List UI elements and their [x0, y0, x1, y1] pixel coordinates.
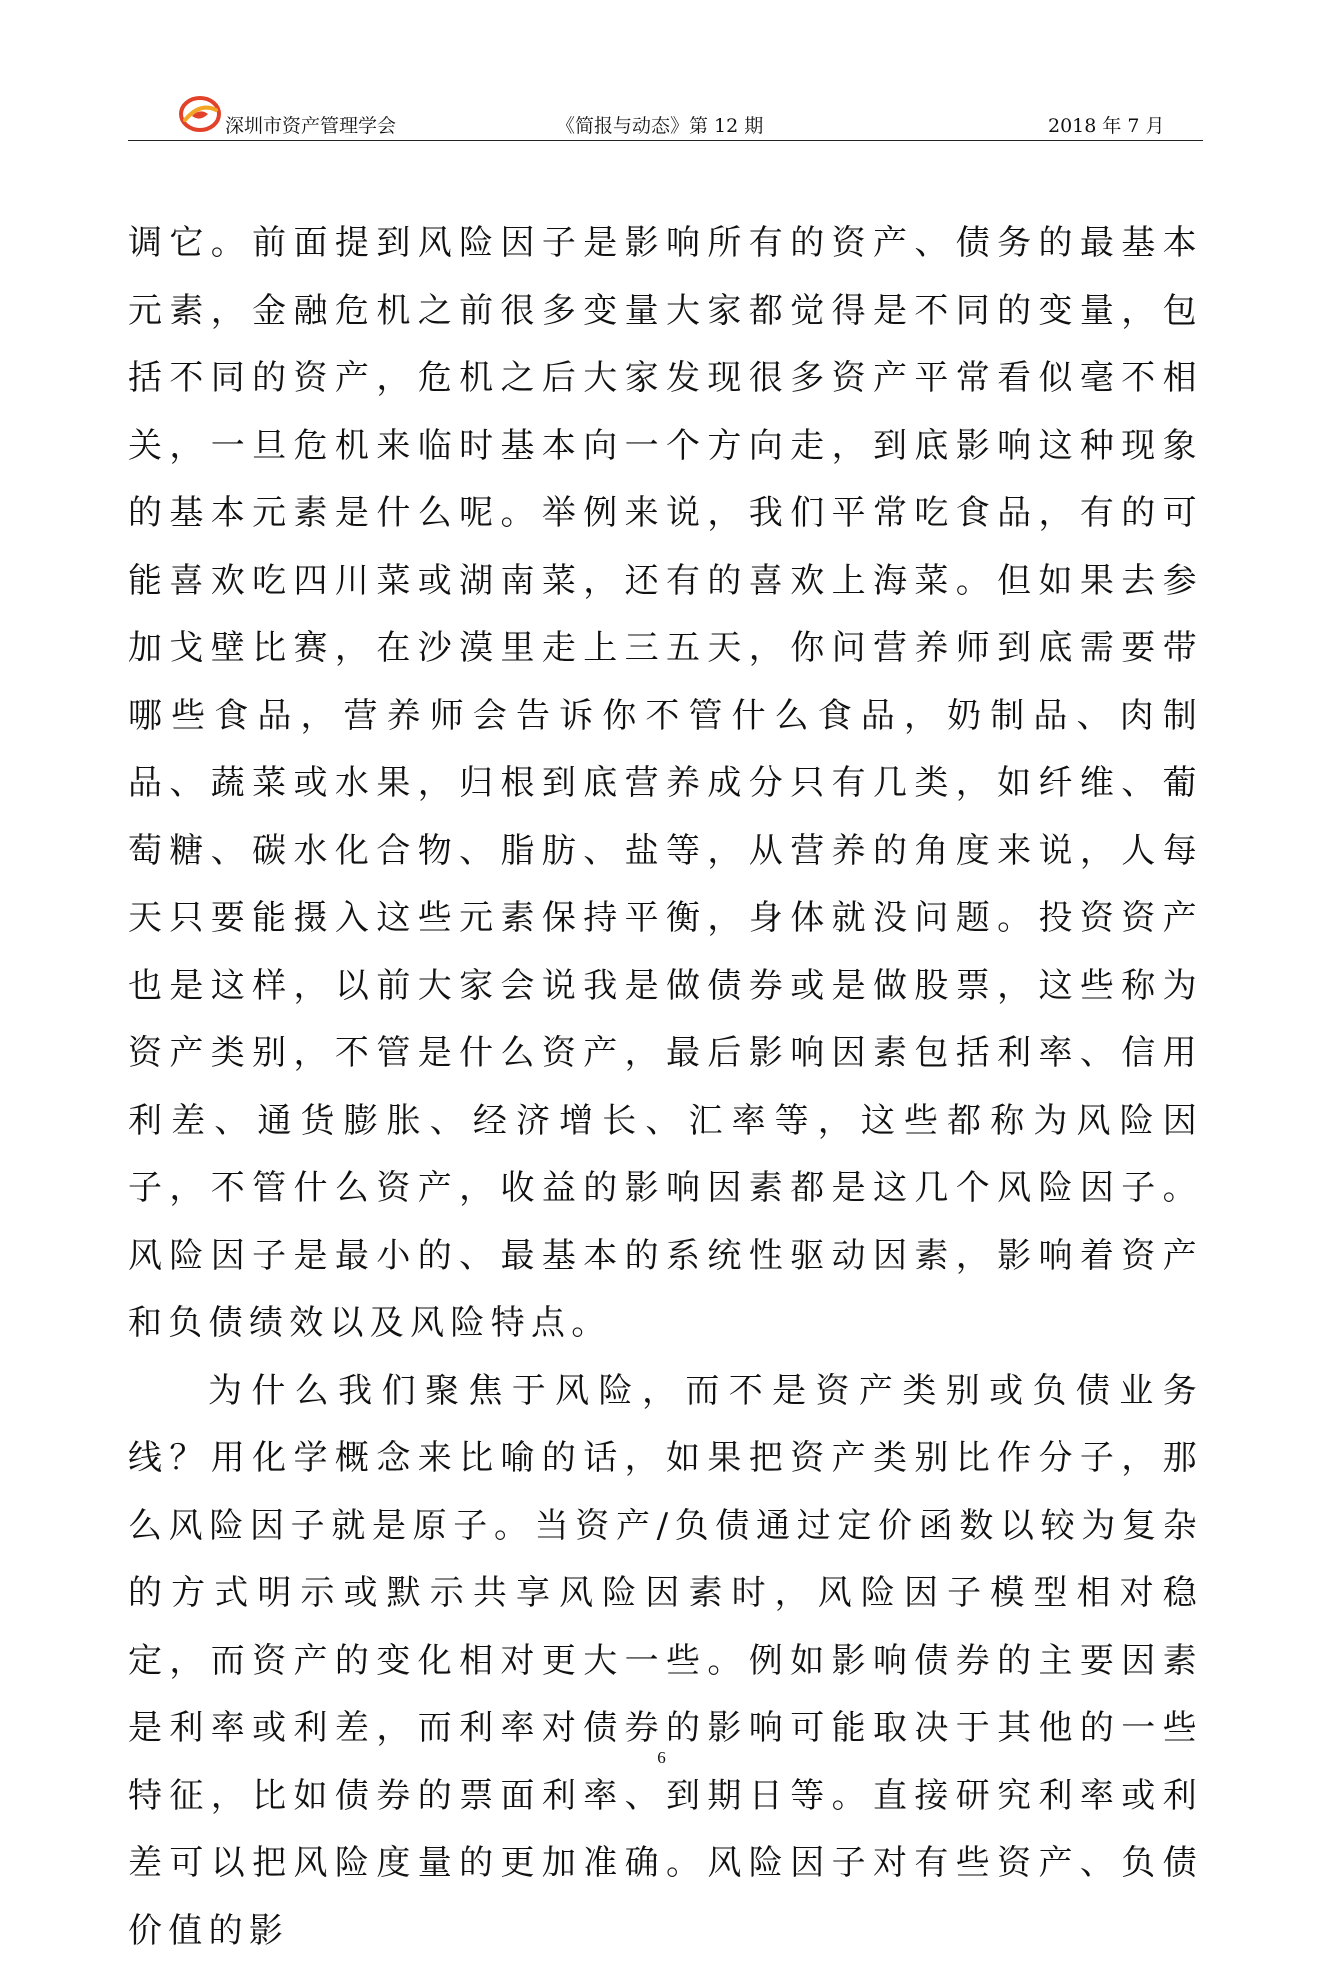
society-logo-icon: [178, 94, 222, 134]
org-name: 深圳市资产管理学会: [225, 111, 396, 138]
page-number: 6: [0, 1748, 1323, 1768]
paragraph: 为什么我们聚焦于风险，而不是资产类别或负债业务线？用化学概念来比喻的话，如果把资产类别比作分子，那么风险因子就是原子。当资产/负债通过定价函数以较为复杂的方式明示或默示共享风险因素时，风险因子模型相对稳定，而资产的变化相对更大一些。例如影响债券的主要因素是利率或利差，而利率对债券的影响可能取决于其他的一些特征，比如债券的票面利率、到期日等。直接研究利率或利差可以把风险度量的更加准确。风险因子对有些资产、负债价值的影: [128, 1358, 1203, 1965]
issue-title: 《简报与动态》第 12 期: [556, 111, 763, 138]
paragraph: 调它。前面提到风险因子是影响所有的资产、债务的最基本元素，金融危机之前很多变量大家都觉得是不同的变量，包括不同的资产，危机之后大家发现很多资产平常看似毫不相关，一旦危机来临时基本向一个方向走，到底影响这种现象的基本元素是什么呢。举例来说，我们平常吃食品，有的可能喜欢吃四川菜或湖南菜，还有的喜欢上海菜。但如果去参加戈壁比赛，在沙漠里走上三五天，你问营养师到底需要带哪些食品，营养师会告诉你不管什么食品，奶制品、肉制品、蔬菜或水果，归根到底营养成分只有几类，如纤维、葡萄糖、碳水化合物、脂肪、盐等，从营养的角度来说，人每天只要能摄入这些元素保持平衡，身体就没问题。投资资产也是这样，以前大家会说我是做债券或是做股票，这些称为资产类别，不管是什么资产，最后影响因素包括利率、信用利差、通货膨胀、经济增长、汇率等，这些都称为风险因子，不管什么资产，收益的影响因素都是这几个风险因子。风险因子是最小的、最基本的系统性驱动因素，影响着资产和负债绩效以及风险特点。: [128, 210, 1203, 1358]
article-body: [128, 210, 1203, 1965]
page-header: [128, 102, 1203, 141]
issue-date: 2018 年 7 月: [1048, 111, 1165, 138]
